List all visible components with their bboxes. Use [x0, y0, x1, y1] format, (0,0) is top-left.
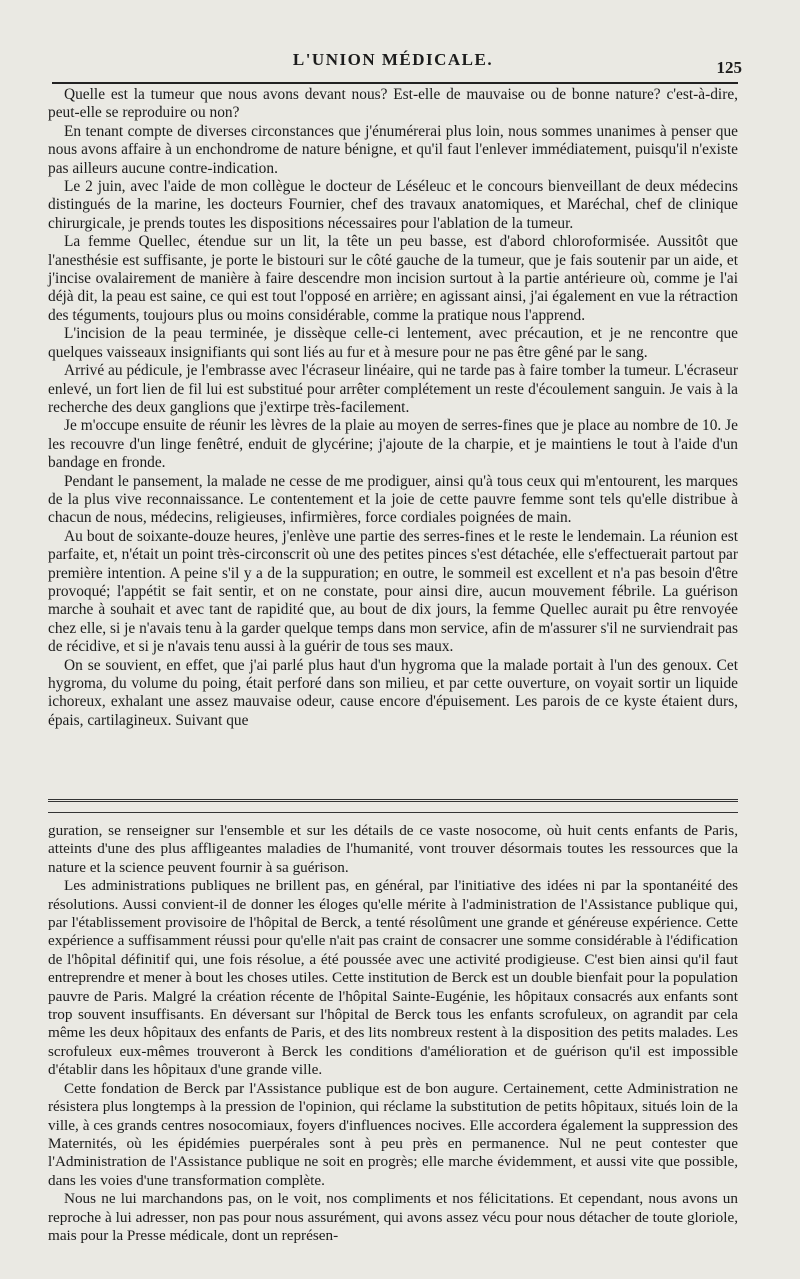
article-paragraph: En tenant compte de diverses circonstances que j'énumérerai plus loin, nous sommes unanimes à penser que nous avons affaire à un enchondrome de nature bénigne, et qu'il faut l'enlever immédiatement, puisqu'il n'existe pas ailleurs aucune contre-indication.	[48, 122, 738, 177]
feuilleton-divider	[48, 799, 738, 813]
feuilleton-section	[48, 822, 738, 1245]
article-paragraph: Quelle est la tumeur que nous avons devant nous? Est-elle de mauvaise ou de bonne nature? c'est-à-dire, peut-elle se reproduire ou non?	[48, 86, 738, 122]
article-paragraph: Je m'occupe ensuite de réunir les lèvres de la plaie au moyen de serres-fines que je place au nombre de 10. Je les recouvre d'un linge fenêtré, enduit de glycérine; j'ajoute de la charpie, et je maintiens le tout à l'aide d'un bandage en fronde.	[48, 417, 738, 472]
article-paragraph: La femme Quellec, étendue sur un lit, la tête un peu basse, est d'abord chloroformisée. Aussitôt que l'anesthésie est suffisante, je porte le bistouri sur le côté gauche de la tumeur, que je fais soutenir par un aide, et j'incise ovalairement de manière à faire descendre mon incision surtout à la partie antérieure où, comme je l'ai déjà dit, la peau est saine, ce qui est tout l'opposé en arrière; en agissant ainsi, j'ai également en vue la rétraction des téguments, toujours plus ou moins considérable, comme la pratique nous l'apprend.	[48, 233, 738, 324]
page-header	[48, 50, 742, 77]
header-rule	[52, 82, 738, 84]
article-paragraph: Pendant le pansement, la malade ne cesse de me prodiguer, ainsi qu'à tous ceux qui m'entourent, les marques de la plus vive reconnaissance. Le contentement et la joie de cette pauvre femme sont tels qu'elle distribue à chacun de nous, médecins, religieuses, infirmières, force cordiales poignées de main.	[48, 472, 738, 527]
page-number: 125	[716, 58, 742, 77]
article-paragraph: L'incision de la peau terminée, je dissèque celle-ci lentement, avec précaution, et je ne rencontre que quelques vaisseaux insignifiants qui sont liés au fur et à mesure pour ne pas être gêné par le sang.	[48, 325, 738, 361]
feuilleton-paragraph: Les administrations publiques ne brillent pas, en général, par l'initiative des idées ni par la spontanéité des résolutions. Aussi convient-il de donner les éloges qu'elle mérite à l'administration de l'Assistance publique qui, par l'établissement provisoire de l'hôpital de Berck, a tenté résolûment une grande et généreuse expérience. Cette expérience a suffisamment réussi pour qu'elle n'ait pas craint de consacrer une somme considérable à l'édification de l'hôpital définitif qui, une fois résolue, a été poussée avec une activité prodigieuse. C'est bien ainsi qu'il faut entreprendre et mener à bout les choses utiles. Cette institution de Berck est un double bienfait pour la population pauvre de Paris. Malgré la création récente de l'hôpital Sainte-Eugénie, les hôpitaux consacrés aux enfants sont trop souvent insuffisants. En déversant sur l'hôpital de Berck tous les enfants scrofuleux, on agrandit par cela même les deux hôpitaux des enfants de Paris, et des lits nombreux restent à la disposition des petits malades. Les scrofuleux eux-mêmes trouveront à Berck les conditions d'amélioration et de guérison qu'il est impossible d'établir dans les hôpitaux d'une grande ville.	[48, 877, 738, 1079]
article-paragraph: Arrivé au pédicule, je l'embrasse avec l'écraseur linéaire, qui ne tarde pas à faire tomber la tumeur. L'écraseur enlevé, un fort lien de fil lui est substitué pour arrêter complétement un reste d'écoulement sanguin. Je vais à la recherche des deux ganglions que j'extirpe très-facilement.	[48, 362, 738, 416]
article-paragraph: Au bout de soixante-douze heures, j'enlève une partie des serres-fines et le reste le lendemain. La réunion est parfaite, et, n'était un point très-circonscrit où une des petites pinces s'est détachée, elle s'effectuerait partout par première intention. A peine s'il y a de la suppuration; en outre, le sommeil est excellent et n'a pas besoin d'être provoqué; l'appétit se fait sentir, et on ne constate, pour ainsi dire, aucun mouvement fébrile. La guérison marche à souhait et avec tant de rapidité que, au bout de dix jours, la femme Quellec aurait pu être renvoyée chez elle, si je n'avais tenu à la garder quelque temps dans mon service, afin de m'assurer s'il ne surviendrait pas de récidive, et si je n'avais tenu aussi à la guérir de tous ses maux.	[48, 527, 738, 656]
article-paragraph: Le 2 juin, avec l'aide de mon collègue le docteur de Léséleuc et le concours bienveillant de deux médecins distingués de la marine, les docteurs Fournier, chef des travaux anatomiques, et Maréchal, chef de clinique chirurgicale, je prends toutes les dispositions nécessaires pour l'ablation de la tumeur.	[48, 178, 738, 232]
running-title: L'UNION MÉDICALE.	[292, 50, 494, 69]
article-paragraph: On se souvient, en effet, que j'ai parlé plus haut d'un hygroma que la malade portait à l'un des genoux. Cet hygroma, du volume du poing, était perforé dans son milieu, et par cette ouverture, on voyait sortir un liquide ichoreux, exhalant une assez mauvaise odeur, cause encore d'épuisement. Les parois de ce kyste étaient durs, épais, cartilagineux. Suivant que	[48, 656, 738, 729]
main-article	[48, 86, 738, 730]
feuilleton-paragraph: Nous ne lui marchandons pas, on le voit, nos compliments et nos félicitations. Et cependant, nous avons un reproche à lui adresser, non pas pour nous assurément, qui avons assez vécu pour nous détacher de toute gloriole, mais pour la Presse médicale, dont un représen-	[48, 1190, 738, 1244]
feuilleton-paragraph: Cette fondation de Berck par l'Assistance publique est de bon augure. Certainement, cette Administration ne résistera plus longtemps à la pression de l'opinion, qui réclame la substitution de petits hôpitaux, situés loin de la ville, à ces grands centres nosocomiaux, foyers d'influences nocives. Elle accordera également la suppression des Maternités, où les épidémies puerpérales sont à peu près en permanence. Nul ne peut contester que l'Administration de l'Assistance publique ne soit en progrès; elle marche évidemment, et aussi vite que possible, dans les voies d'une transformation complète.	[48, 1079, 738, 1189]
feuilleton-paragraph: guration, se renseigner sur l'ensemble et sur les détails de ce vaste nosocome, où huit cents enfants de Paris, atteints d'une des plus affligeantes maladies de l'humanité, vont trouver désormais toutes les ressources que la nature et la science peuvent fournir à sa guérison.	[48, 822, 738, 876]
